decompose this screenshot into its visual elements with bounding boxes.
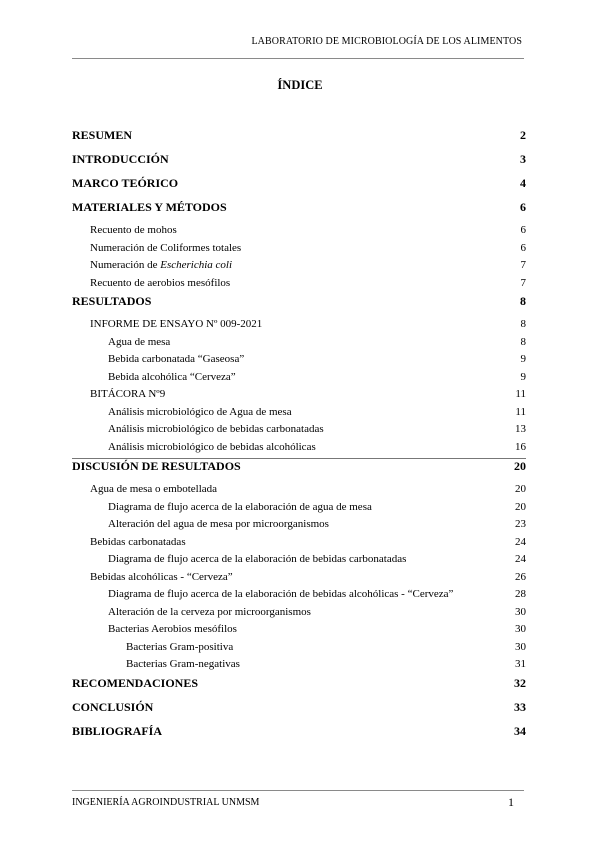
toc-entry-label — [90, 536, 186, 548]
toc-entry-text: BIBLIOGRAFÍA — [72, 723, 163, 738]
toc-entry-text: Diagrama de flujo acerca de la elaboración de bebidas carbonatadas — [108, 553, 407, 565]
toc-entry-page: 31 — [515, 658, 526, 670]
toc-entry-page: 34 — [514, 723, 526, 738]
toc-entry-text: CONCLUSIÓN — [72, 699, 154, 714]
toc-entry-page: 11 — [515, 388, 526, 400]
toc-entry-text: RECOMENDACIONES — [72, 675, 199, 690]
toc-entry-page: 4 — [520, 176, 526, 190]
toc-entry-text: Análisis microbiológico de bebidas alcohólicas — [108, 440, 316, 453]
toc-entry[interactable] — [72, 336, 526, 354]
toc-entry[interactable] — [72, 623, 526, 641]
toc-entry[interactable] — [72, 553, 526, 571]
toc-entry-label — [72, 152, 169, 167]
toc-entry-text: Bebidas alcohólicas - “Cerveza” — [90, 570, 233, 583]
toc-entry[interactable] — [72, 318, 526, 336]
toc-entry-italic-text: Escherichia coli — [160, 259, 233, 271]
toc-entry-text: Bebidas carbonatadas — [90, 535, 186, 548]
toc-entry[interactable] — [72, 242, 526, 260]
toc-entry[interactable] — [72, 423, 526, 441]
toc-entry-page: 20 — [515, 483, 526, 495]
toc-entry-page: 20 — [515, 500, 526, 513]
toc-entry-label — [90, 571, 233, 583]
toc-entry[interactable] — [72, 700, 526, 724]
footer-rule — [72, 790, 524, 791]
toc-entry-page: 7 — [520, 276, 526, 289]
toc-entry-label — [108, 406, 292, 418]
toc-entry-page: 8 — [520, 335, 526, 348]
toc-entry-label — [72, 700, 153, 715]
toc-entry-page: 26 — [515, 570, 526, 583]
toc-entry[interactable] — [72, 641, 526, 659]
toc-entry-page: 24 — [515, 553, 526, 565]
toc-entry-text: Diagrama de flujo acerca de la elaboración de bebidas alcohólicas - “Cerveza” — [108, 588, 454, 600]
toc-entry[interactable] — [72, 277, 526, 295]
toc-entry-page: 8 — [520, 294, 526, 308]
toc-entry-label — [72, 294, 151, 309]
toc-entry-label — [108, 588, 453, 600]
toc-entry[interactable] — [72, 501, 526, 519]
toc-entry-page: 23 — [515, 518, 526, 530]
toc-entry-text: MARCO TEÓRICO — [72, 176, 179, 190]
toc-entry[interactable] — [72, 176, 526, 200]
toc-entry-text: Análisis microbiológico de Agua de mesa — [108, 405, 292, 418]
toc-entry[interactable] — [72, 294, 526, 318]
toc-entry[interactable] — [72, 676, 526, 700]
toc-entry-label — [72, 676, 198, 691]
toc-entry-label — [72, 459, 241, 474]
toc-entry-page: 6 — [520, 241, 526, 254]
toc-entry-label — [90, 277, 230, 289]
toc-entry-label — [108, 353, 244, 365]
toc-entry-page: 9 — [520, 353, 526, 365]
toc-entry[interactable] — [72, 441, 526, 459]
toc-entry-page: 6 — [520, 200, 526, 214]
toc-entry-text: INTRODUCCIÓN — [72, 152, 169, 166]
toc-entry-page: 2 — [520, 128, 526, 142]
toc-entry-text: BITÁCORA Nº9 — [90, 388, 166, 400]
toc-entry-text: Alteración de la cerveza por microorganismos — [108, 605, 311, 618]
toc-entry-page: 13 — [515, 423, 526, 435]
toc-entry[interactable] — [72, 128, 526, 152]
toc-entry-text: Recuento de aerobios mesófilos — [90, 276, 231, 289]
toc-entry-text: Análisis microbiológico de bebidas carbonatadas — [108, 423, 324, 435]
toc-entry[interactable] — [72, 483, 526, 501]
toc-entry-page: 30 — [515, 605, 526, 618]
toc-entry[interactable] — [72, 458, 526, 483]
toc-entry[interactable] — [72, 724, 526, 748]
toc-entry-text: Bebida alcohólica “Cerveza” — [108, 370, 236, 383]
toc-entry-label — [72, 200, 227, 215]
toc-entry-label — [72, 176, 178, 191]
toc-entry[interactable] — [72, 588, 526, 606]
toc-entry[interactable] — [72, 536, 526, 554]
toc-entry-page: 8 — [520, 318, 526, 330]
footer-text: INGENIERÍA AGROINDUSTRIAL UNMSM — [72, 797, 260, 808]
toc-entry[interactable] — [72, 152, 526, 176]
toc-entry-label — [90, 318, 262, 330]
toc-entry-page: 30 — [515, 623, 526, 635]
toc-entry-text: DISCUSIÓN DE RESULTADOS — [72, 459, 241, 473]
toc-entry[interactable] — [72, 518, 526, 536]
toc-entry-text: Agua de mesa — [108, 335, 171, 348]
toc-entry-page: 3 — [520, 152, 526, 166]
toc-entry-text: MATERIALES Y MÉTODOS — [72, 200, 227, 214]
toc-entry-page: 9 — [520, 370, 526, 383]
toc-entry-page: 20 — [514, 459, 526, 473]
toc-entry[interactable] — [72, 571, 526, 589]
toc-entry-page: 28 — [515, 588, 526, 600]
toc-entry-label — [126, 658, 240, 670]
toc-entry-page: 7 — [520, 259, 526, 271]
toc-entry-label — [108, 623, 237, 635]
toc-entry-text: Bebida carbonatada “Gaseosa” — [108, 353, 245, 365]
page-number: 1 — [508, 795, 514, 809]
toc-entry-label — [108, 371, 236, 383]
running-header: LABORATORIO DE MICROBIOLOGÍA DE LOS ALIMENTOS — [251, 36, 522, 47]
toc-entry[interactable] — [72, 658, 526, 676]
toc-entry[interactable] — [72, 406, 526, 424]
toc-entry-label — [72, 128, 132, 143]
toc-entry-text: Bacterias Gram-positiva — [126, 640, 234, 653]
toc-entry-label — [108, 553, 406, 565]
toc-entry-label — [108, 501, 372, 513]
toc-entry-label — [90, 483, 217, 495]
toc-entry-page: 30 — [515, 640, 526, 653]
toc-entry-text: Alteración del agua de mesa por microorganismos — [108, 518, 329, 530]
toc-entry-text: Diagrama de flujo acerca de la elaboración de agua de mesa — [108, 500, 372, 513]
toc-entry-text: Bacterias Aerobios mesófilos — [108, 623, 237, 635]
toc-entry-page: 11 — [515, 405, 526, 418]
toc-entry[interactable] — [72, 259, 526, 277]
toc-entry[interactable] — [72, 606, 526, 624]
toc-entry-text: Numeración de Coliformes totales — [90, 241, 242, 254]
toc-entry-text: Recuento de mohos — [90, 224, 177, 236]
toc-entry-label — [108, 518, 329, 530]
toc-entry-text: Bacterias Gram-negativas — [126, 658, 240, 670]
toc-entry[interactable] — [72, 224, 526, 242]
toc-entry-label — [90, 388, 165, 400]
toc-entry-label — [108, 423, 324, 435]
toc-entry-text: INFORME DE ENSAYO Nº 009-2021 — [90, 318, 263, 330]
toc-entry-label — [90, 224, 177, 236]
toc-entry-text: RESUMEN — [72, 128, 133, 142]
toc-entry[interactable] — [72, 353, 526, 371]
toc-entry-page: 6 — [520, 224, 526, 236]
toc-entry-label — [108, 606, 311, 618]
toc-entry-page: 32 — [514, 675, 526, 690]
toc-entry[interactable] — [72, 200, 526, 224]
toc-entry-label — [90, 259, 232, 271]
toc-entry-label — [90, 242, 241, 254]
page-title: ÍNDICE — [277, 78, 323, 92]
toc-entry-label — [108, 441, 316, 453]
toc-entry-label — [72, 724, 162, 739]
toc-entry-label — [126, 641, 233, 653]
header-rule — [72, 58, 524, 59]
toc-entry-page: 33 — [514, 699, 526, 714]
toc-entry-text: Agua de mesa o embotellada — [90, 483, 218, 495]
toc-entry-page: 16 — [515, 440, 526, 453]
toc-entry-page: 24 — [515, 535, 526, 548]
toc-entry[interactable] — [72, 388, 526, 406]
toc-entry[interactable] — [72, 371, 526, 389]
toc-entry-text: Numeración de — [90, 259, 161, 271]
toc-entry-label — [108, 336, 170, 348]
toc-entry-text: RESULTADOS — [72, 294, 152, 308]
table-of-contents — [72, 128, 526, 748]
